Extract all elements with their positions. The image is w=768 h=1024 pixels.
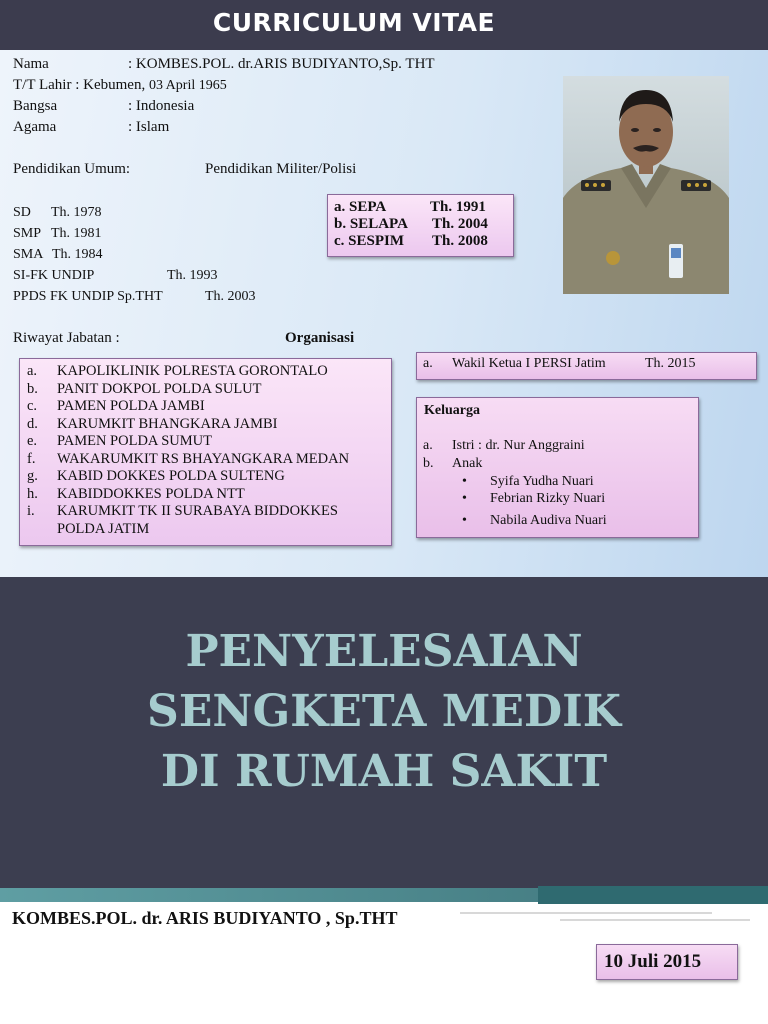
nama-label: Nama bbox=[13, 56, 49, 72]
presentation-title-line3: DI RUMAH SAKIT bbox=[160, 746, 608, 797]
portrait-icon bbox=[563, 76, 729, 294]
divider-line bbox=[460, 912, 712, 914]
organisasi-heading: Organisasi bbox=[285, 330, 355, 346]
career-list bbox=[27, 363, 387, 538]
mil-sepa: a. SEPA Th. 1991 bbox=[334, 199, 486, 215]
portrait-photo bbox=[563, 76, 729, 294]
list-item: h. KABIDDOKKES POLDA NTT bbox=[27, 485, 245, 502]
ttl-date: 03 April 1965 bbox=[148, 78, 227, 93]
pendidikan-militer-heading: Pendidikan Militer/Polisi bbox=[205, 161, 357, 177]
list-item: f. WAKARUMKIT RS BHAYANGKARA MEDAN bbox=[27, 450, 350, 467]
bangsa-label: Bangsa bbox=[13, 98, 58, 114]
presentation-title-line2: SENGKETA MEDIK bbox=[147, 686, 621, 737]
teal-stripe-accent bbox=[538, 886, 768, 904]
list-item: b. PANIT DOKPOL POLDA SULUT bbox=[27, 380, 262, 397]
list-item: POLDA JATIM bbox=[57, 520, 150, 537]
list-item: • Syifa Yudha Nuari bbox=[462, 474, 594, 489]
keluarga-anak: b. Anak bbox=[423, 456, 483, 471]
bangsa-value: : Indonesia bbox=[128, 98, 195, 114]
organisasi-item: a. Wakil Ketua I PERSI Jatim Th. 2015 bbox=[423, 356, 696, 371]
edu-sd: SD Th. 1978 bbox=[13, 205, 102, 220]
presentation-title-line1: PENYELESAIAN bbox=[185, 626, 583, 677]
riwayat-jabatan-heading: Riwayat Jabatan : bbox=[13, 330, 120, 346]
list-item: d. KARUMKIT BHANGKARA JAMBI bbox=[27, 415, 278, 432]
list-item: g. KABID DOKKES POLDA SULTENG bbox=[27, 468, 285, 484]
presentation-date: 10 Juli 2015 bbox=[604, 951, 702, 972]
list-item: • Febrian Rizky Nuari bbox=[462, 491, 606, 506]
cv-title: CURRICULUM VITAE bbox=[212, 8, 496, 37]
list-item: c. PAMEN POLDA JAMBI bbox=[27, 398, 205, 414]
list-item: i. KARUMKIT TK II SURABAYA BIDDOKKES bbox=[27, 503, 338, 519]
list-item: e. PAMEN POLDA SUMUT bbox=[27, 433, 212, 449]
mil-sespim: c. SESPIM Th. 2008 bbox=[334, 233, 488, 249]
list-item: • Nabila Audiva Nuari bbox=[462, 513, 607, 528]
divider-line bbox=[560, 919, 750, 921]
edu-ppds: PPDS FK UNDIP Sp.THT Th. 2003 bbox=[13, 289, 256, 304]
edu-sma: SMA Th. 1984 bbox=[13, 247, 103, 262]
mil-selapa: b. SELAPA Th. 2004 bbox=[334, 216, 488, 232]
presenter-name: KOMBES.POL. dr. ARIS BUDIYANTO , Sp.THT bbox=[12, 908, 398, 928]
ttl-text: T/T Lahir : Kebumen, bbox=[13, 77, 146, 93]
keluarga-heading: Keluarga bbox=[424, 403, 480, 418]
ttl-row bbox=[13, 77, 227, 94]
edu-smp: SMP Th. 1981 bbox=[13, 226, 102, 241]
agama-value: : Islam bbox=[128, 119, 170, 135]
agama-label: Agama bbox=[13, 119, 57, 135]
keluarga-istri: a. Istri : dr. Nur Anggraini bbox=[423, 438, 585, 453]
list-item: a. KAPOLIKLINIK POLRESTA GORONTALO bbox=[27, 363, 328, 379]
pendidikan-umum-heading: Pendidikan Umum: bbox=[13, 161, 131, 177]
nama-value: : KOMBES.POL. dr.ARIS BUDIYANTO,Sp. THT bbox=[128, 56, 435, 72]
edu-s1: SI-FK UNDIP Th. 1993 bbox=[13, 268, 218, 283]
